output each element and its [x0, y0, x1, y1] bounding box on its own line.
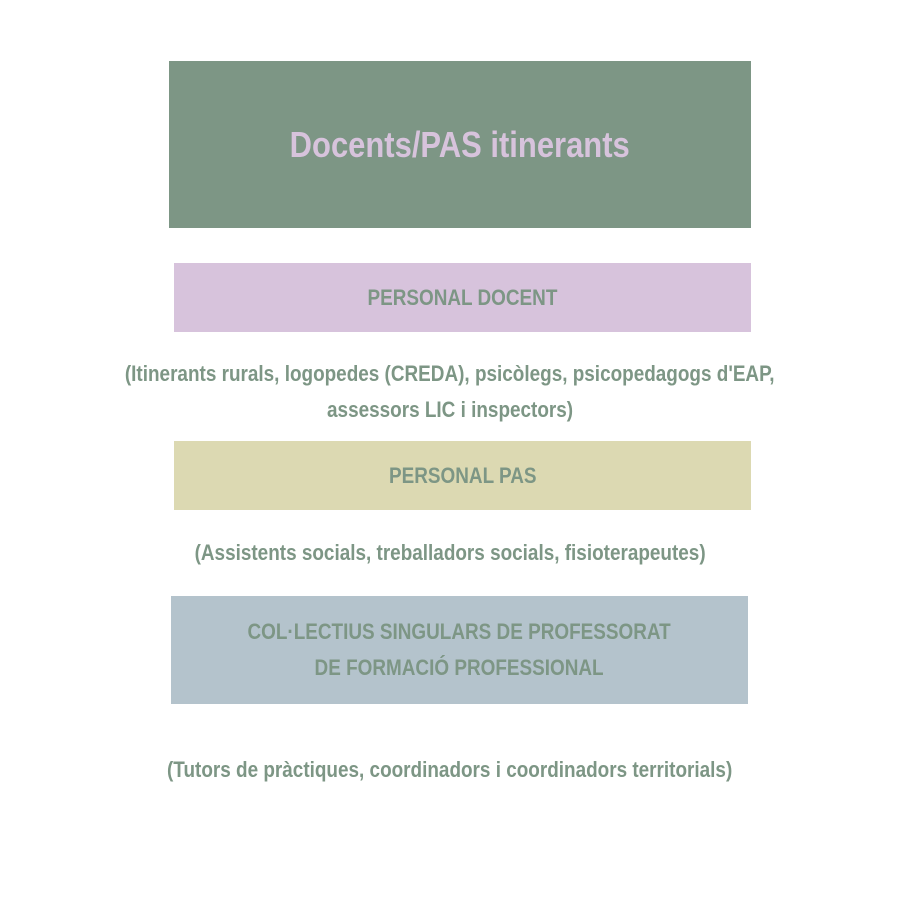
section-heading-personal-pas	[174, 441, 751, 510]
description-line: assessors LIC i inspectors)	[326, 397, 574, 422]
section-description-personal-docent	[0, 356, 900, 428]
description-line: (Assistents socials, treballadors socials, fisioterapeutes)	[194, 540, 706, 565]
section-heading-text: PERSONAL DOCENT	[367, 284, 558, 310]
section-heading-personal-docent	[174, 263, 751, 332]
section-heading-text: PERSONAL PAS	[388, 462, 537, 488]
title-banner	[169, 61, 751, 228]
section-description-personal-pas	[0, 535, 900, 571]
section-heading-collectius-singulars	[171, 596, 748, 704]
section-heading-text: DE FORMACIÓ PROFESSIONAL	[314, 655, 605, 680]
section-description-collectius-singulars	[0, 752, 900, 788]
description-line: (Itinerants rurals, logopedes (CREDA), psicòlegs, psicopedagogs d'EAP,	[125, 361, 775, 386]
description-line: (Tutors de pràctiques, coordinadors i coordinadors territorials)	[167, 757, 733, 782]
section-heading-text: COL·LECTIUS SINGULARS DE PROFESSORAT	[247, 619, 672, 644]
page-title: Docents/PAS itinerants	[289, 123, 631, 165]
